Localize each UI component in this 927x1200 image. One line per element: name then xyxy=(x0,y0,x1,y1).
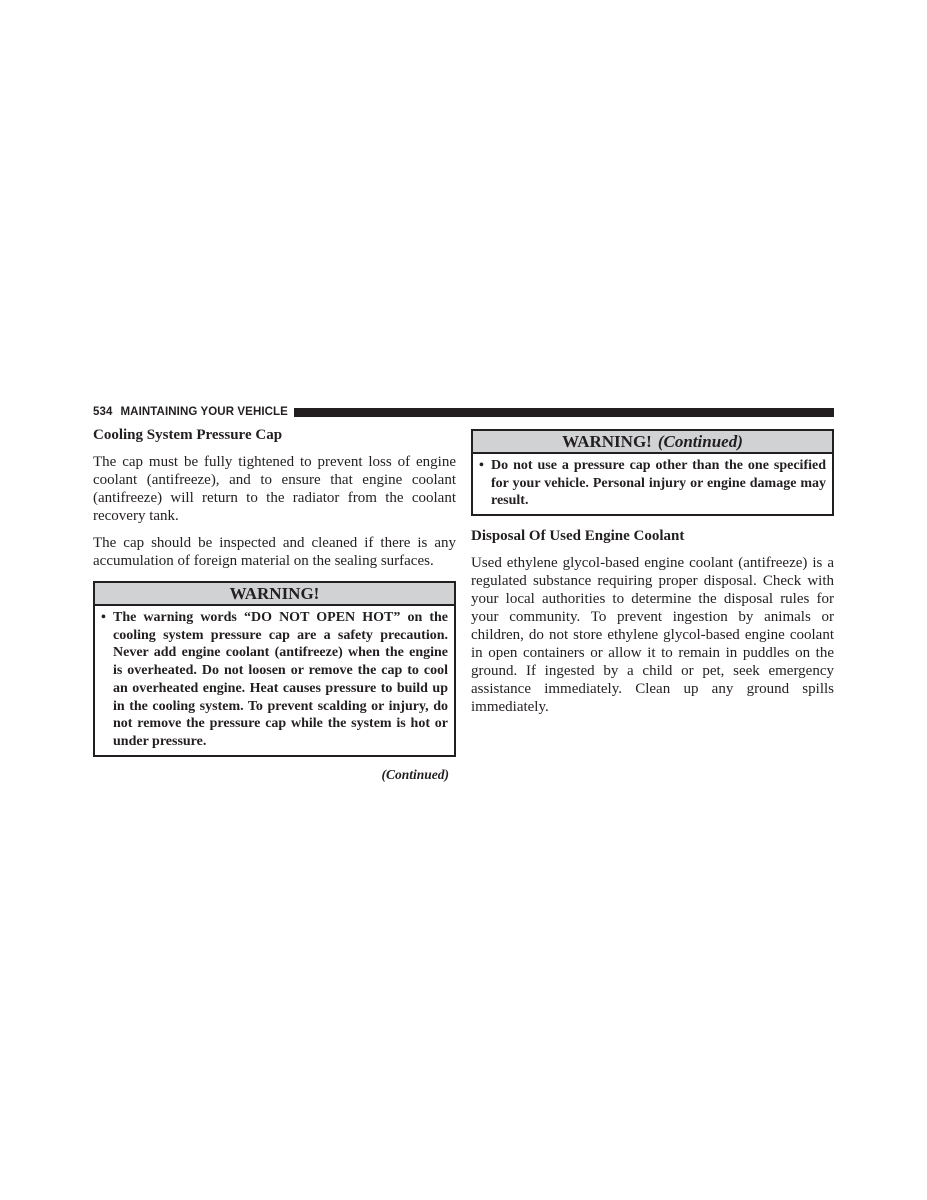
warning-continued-suffix: (Continued) xyxy=(657,432,743,451)
disposal-paragraph: Used ethylene glycol-based engine coolant (antifreeze) is a regulated substance requiring proper disposal. Check with your local authorities to determine the disposal rules for your community. To prevent ingestion by animals or children, do not store ethylene glycol-based engine coolant in open containers or allow it to remain in puddles on the ground. If ingested by a child or pet, seek emergency assistance immediately. Clean up any ground spills immediately. xyxy=(471,555,834,716)
warning-bullet-item xyxy=(101,609,448,751)
section-title: MAINTAINING YOUR VEHICLE xyxy=(120,406,288,418)
disposal-heading: Disposal Of Used Engine Coolant xyxy=(471,528,685,545)
right-column xyxy=(471,429,834,716)
warning-bullet-text: The warning words “DO NOT OPEN HOT” on the cooling system pressure cap are a safety precaution. Never add engine coolant (antifreeze) when the engine is overheated. Do not loosen or remove the cap to cool an overheated engine. Heat causes pressure to build up in the cooling system. To prevent scalding or injury, do not remove the pressure cap while the system is hot or under pressure. xyxy=(113,610,448,749)
page-number: 534 xyxy=(93,406,113,418)
warning-title xyxy=(95,583,454,606)
continued-note: (Continued) xyxy=(381,766,449,782)
bullet-icon: • xyxy=(101,610,106,625)
warning-continued-box xyxy=(471,429,834,516)
warning-body xyxy=(95,606,454,755)
warning-continued-body xyxy=(473,454,832,514)
warning-continued-bullet-text: Do not use a pressure cap other than the one specified for your vehicle. Personal injury or engine damage may result. xyxy=(491,458,826,509)
warning-continued-title xyxy=(473,431,832,454)
warning-continued-title-text: WARNING! xyxy=(562,432,652,451)
warning-title-text: WARNING! xyxy=(229,584,320,603)
cap-inspection-paragraph: The cap should be inspected and cleaned if there is any accumulation of foreign material on the sealing surfaces. xyxy=(93,535,456,569)
left-column xyxy=(93,426,456,783)
warning-continued-bullet-item xyxy=(479,457,826,510)
cooling-system-heading: Cooling System Pressure Cap xyxy=(93,427,283,443)
warning-box xyxy=(93,581,456,757)
bullet-icon: • xyxy=(479,458,484,473)
header-rule xyxy=(294,408,834,417)
page-header xyxy=(93,405,834,419)
cap-tightening-paragraph: The cap must be fully tightened to prevent loss of engine coolant (antifreeze), and to ensure that engine coolant (antifreeze) will return to the radiator from the coolant recovery tank. xyxy=(93,454,456,524)
